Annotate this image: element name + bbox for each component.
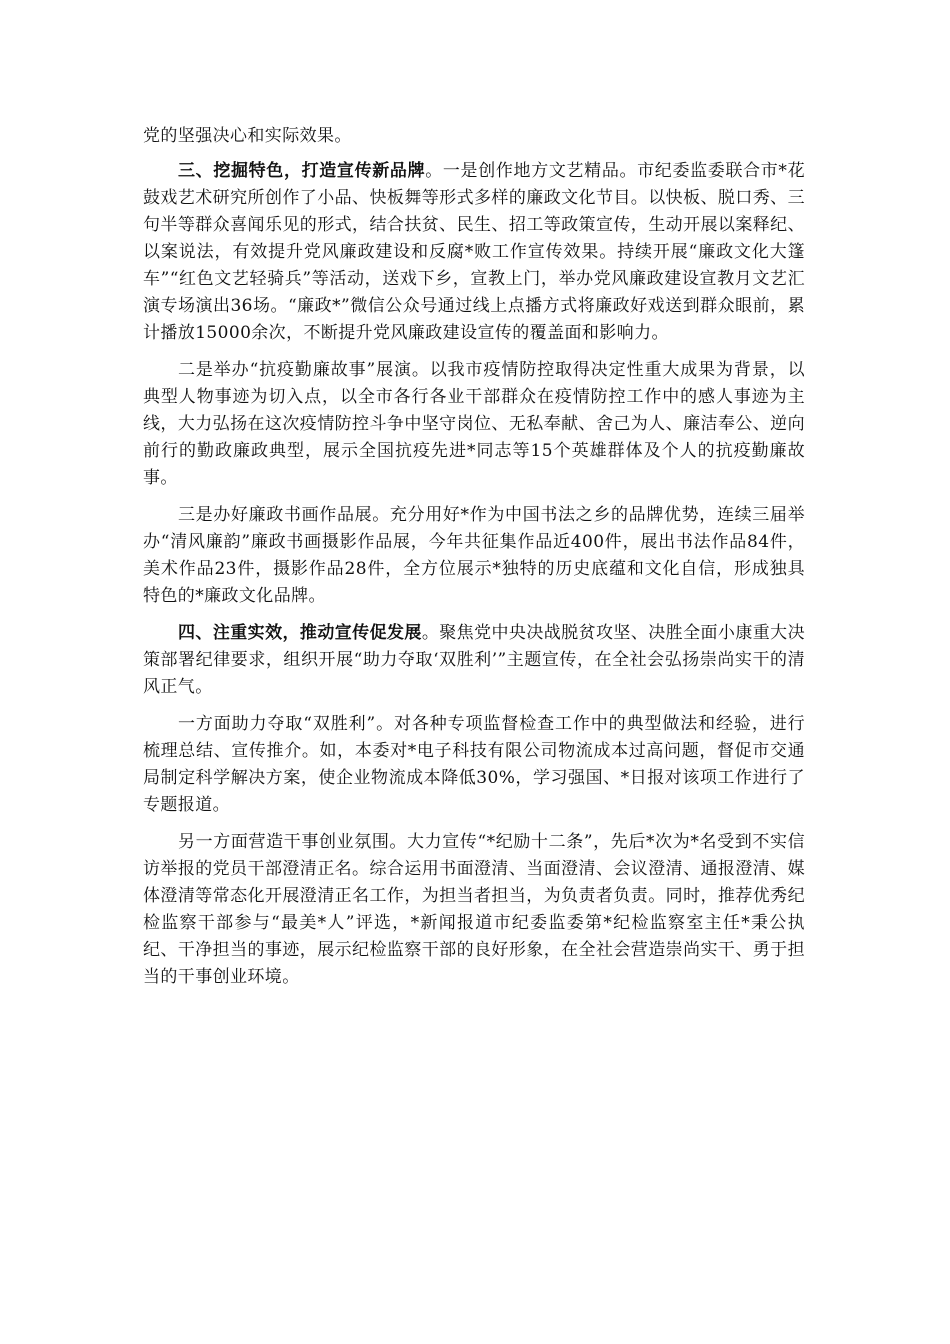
section-heading: 四、注重实效，推动宣传促发展 [178,623,422,643]
paragraph-calligraphy-exhibition [143,502,805,610]
paragraph-work-atmosphere [143,829,805,991]
paragraph-text: 。聚焦党中央决战脱贫攻坚、决胜全面小康重大决策部署纪律要求，组织开展“助力夺取‘双胜利’”主题宣传，在全社会弘扬崇尚实干的清风正气。 [143,623,805,697]
paragraph-text: 一方面助力夺取“双胜利”。对各种专项监督检查工作中的典型做法和经验，进行梳理总结、宣传推介。如，本委对*电子科技有限公司物流成本过高问题，督促市交通局制定科学解决方案，使企业物流成本降低30%，学习强国、*日报对该项工作进行了专题报道。 [143,714,805,815]
paragraph-continuation [143,123,805,150]
section-heading: 三、挖掘特色，打造宣传新品牌 [178,161,426,181]
paragraph-text: 党的坚强决心和实际效果。 [143,126,352,146]
paragraph-text: 二是举办“抗疫勤廉故事”展演。以我市疫情防控取得决定性重大成果为背景，以典型人物事迹为切入点，以全市各行各业干部群众在疫情防控工作中的感人事迹为主线，大力弘扬在这次疫情防控斗争中坚守岗位、无私奉献、舍己为人、廉洁奉公、逆向前行的勤政廉政典型，展示全国抗疫先进*同志等15个英雄群体及个人的抗疫勤廉故事。 [143,360,805,488]
document-body [143,123,805,1001]
paragraph-text: 。一是创作地方文艺精品。市纪委监委联合市*花鼓戏艺术研究所创作了小品、快板舞等形式多样的廉政文化节目。以快板、脱口秀、三句半等群众喜闻乐见的形式，结合扶贫、民生、招工等政策宣传，生动开展以案释纪、以案说法，有效提升党风廉政建设和反腐*败工作宣传效果。持续开展“廉政文化大篷车”“红色文艺轻骑兵”等活动，送戏下乡，宣教上门，举办党风廉政建设宣教月文艺汇演专场演出36场。“廉政*”微信公众号通过线上点播方式将廉政好戏送到群众眼前，累计播放15000余次，不断提升党风廉政建设宣传的覆盖面和影响力。 [143,161,805,343]
paragraph-text: 另一方面营造干事创业氛围。大力宣传“*纪励十二条”，先后*次为*名受到不实信访举报的党员干部澄清正名。综合运用书面澄清、当面澄清、会议澄清、通报澄清、媒体澄清等常态化开展澄清正名工作，为担当者担当，为负责者负责。同时，推荐优秀纪检监察干部参与“最美*人”评选，*新闻报道市纪委监委第*纪检监察室主任*秉公执纪、干净担当的事迹，展示纪检监察干部的良好形象，在全社会营造崇尚实干、勇于担当的干事创业环境。 [143,832,805,987]
paragraph-anti-epidemic [143,357,805,492]
paragraph-text: 三是办好廉政书画作品展。充分用好*作为中国书法之乡的品牌优势，连续三届举办“清风廉韵”廉政书画摄影作品展，今年共征集作品近400件，展出书法作品84件，美术作品23件，摄影作品28件，全方位展示*独特的历史底蕴和文化自信，形成独具特色的*廉政文化品牌。 [143,505,805,606]
paragraph-section-four [143,620,805,701]
paragraph-double-victory [143,711,805,819]
paragraph-section-three [143,158,805,347]
